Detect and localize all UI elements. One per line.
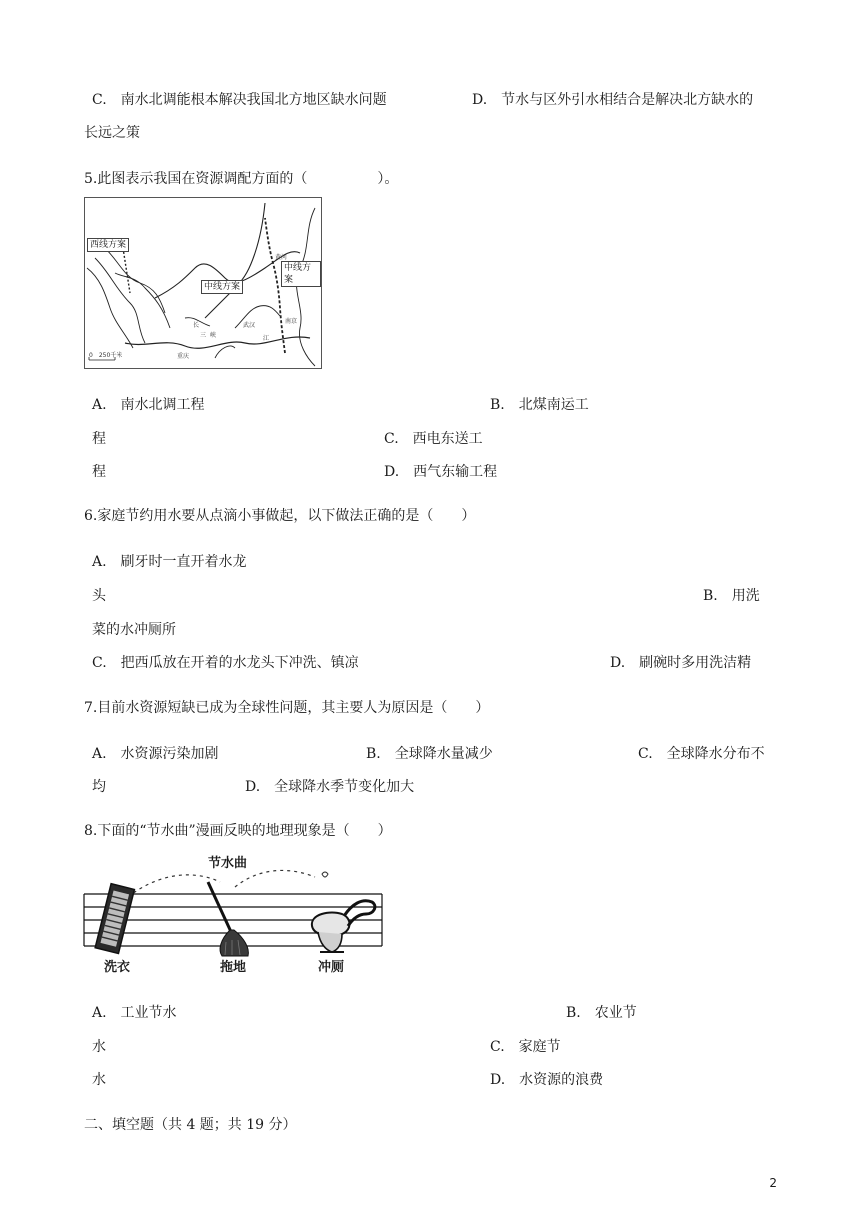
section-heading-fill-in: 二、填空题（共 4 题；共 19 分） xyxy=(84,1117,297,1133)
q5-option-b: B. 北煤南运工 xyxy=(490,397,589,413)
q5-stem: 5.此图表示我国在资源调配方面的（ ）。 xyxy=(84,171,399,187)
q5-option-c-continued: 程 xyxy=(92,464,106,480)
map-label-chang: 长 xyxy=(193,322,200,329)
q8-option-c: C. 家庭节 xyxy=(490,1039,561,1055)
west-route-label: 西线方案 xyxy=(87,238,129,252)
map-label-xia: 峡 xyxy=(210,332,217,339)
q6-stem: 6.家庭节约用水要从点滴小事做起，以下做法正确的是（ ） xyxy=(84,508,476,524)
east-route-label: 中线方案 xyxy=(281,261,321,287)
scale-label: 0 250千米 xyxy=(89,352,123,359)
middle-route-label: 中线方案 xyxy=(201,280,243,294)
cartoon-label-flushing: 冲厕 xyxy=(318,960,345,975)
q8-stem: 8.下面的“节水曲”漫画反映的地理现象是（ ） xyxy=(84,823,392,839)
q6-option-a-continued: 头 xyxy=(92,588,106,604)
q7-option-d: D. 全球降水季节变化加大 xyxy=(245,779,415,795)
q6-option-b: B. 用洗 xyxy=(703,588,760,604)
q8-option-d: D. 水资源的浪费 xyxy=(490,1072,604,1088)
q8-option-c-continued: 水 xyxy=(92,1072,106,1088)
q8-option-b-continued: 水 xyxy=(92,1039,106,1055)
water-saving-cartoon xyxy=(80,852,385,977)
q6-option-a: A. 刷牙时一直开着水龙 xyxy=(92,554,247,570)
q5-option-c: C. 西电东送工 xyxy=(384,431,483,447)
q7-option-a: A. 水资源污染加剧 xyxy=(92,746,219,762)
map-label-san: 三 xyxy=(200,332,207,339)
map-label-nanjing: 南京 xyxy=(285,318,298,325)
page-number: 2 xyxy=(769,1176,777,1190)
q7-option-b: B. 全球降水量减少 xyxy=(366,746,493,762)
south-north-water-map xyxy=(84,197,322,369)
map-label-jiang: 江 xyxy=(263,335,270,342)
q4-option-d-continued: 长远之策 xyxy=(84,125,140,141)
q5-option-b-continued: 程 xyxy=(92,431,106,447)
q6-option-c: C. 把西瓜放在开着的水龙头下冲洗、镇凉 xyxy=(92,655,359,671)
map-label-chongqing: 重庆 xyxy=(177,353,190,360)
q6-option-b-continued: 菜的水冲厕所 xyxy=(92,622,176,638)
map-label-wuhan: 武汉 xyxy=(243,322,256,329)
q7-option-c-continued: 均 xyxy=(92,779,106,795)
q5-option-a: A. 南水北调工程 xyxy=(92,397,205,413)
q7-option-c: C. 全球降水分布不 xyxy=(638,746,765,762)
cartoon-label-washing: 洗衣 xyxy=(104,960,131,975)
q8-option-b: B. 农业节 xyxy=(566,1005,637,1021)
cartoon-title: 节水曲 xyxy=(208,856,248,871)
map-label-huanghe: 黄河 xyxy=(275,254,288,261)
cartoon-label-mopping: 拖地 xyxy=(220,960,247,975)
q4-option-d: D. 节水与区外引水相结合是解决北方缺水的 xyxy=(472,92,754,108)
q5-option-d: D. 西气东输工程 xyxy=(384,464,498,480)
q4-option-c: C. 南水北调能根本解决我国北方地区缺水问题 xyxy=(92,92,387,108)
q8-option-a: A. 工业节水 xyxy=(92,1005,177,1021)
q6-option-d: D. 刷碗时多用洗洁精 xyxy=(610,655,752,671)
q7-stem: 7.目前水资源短缺已成为全球性问题，其主要人为原因是（ ） xyxy=(84,700,490,716)
